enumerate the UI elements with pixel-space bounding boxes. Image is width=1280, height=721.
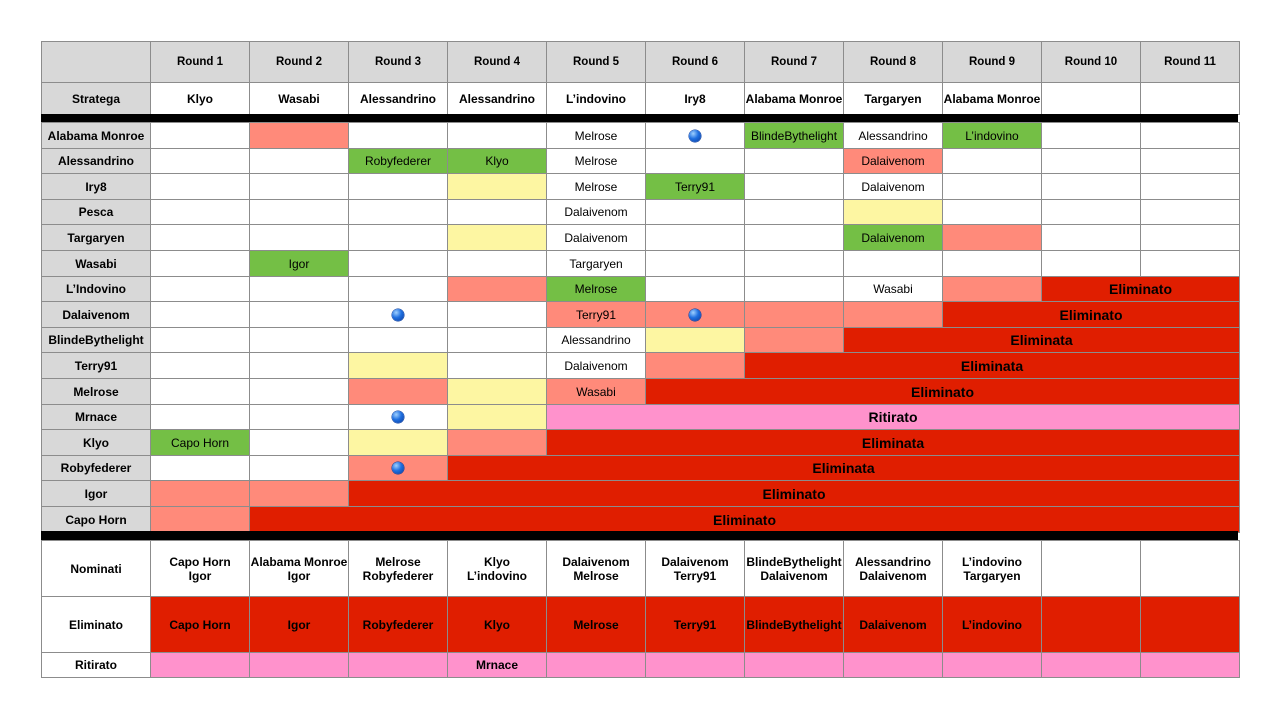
player-round-cell [447, 224, 547, 251]
player-round-cell [150, 404, 250, 430]
player-round-cell: Igor [249, 250, 349, 277]
player-round-cell [1041, 148, 1141, 174]
player-round-cell [447, 352, 547, 379]
player-round-cell [150, 173, 250, 200]
player-round-cell: Melrose [546, 148, 646, 174]
round-header: Round 8 [843, 41, 943, 83]
ritirato-cell [843, 652, 943, 678]
eliminato-cell [1140, 596, 1240, 653]
player-round-cell [249, 199, 349, 225]
player-name: L’Indovino [41, 276, 151, 302]
player-round-cell: Dalaivenom [843, 224, 943, 251]
stratega-cell: Klyo [150, 82, 250, 115]
player-round-cell [645, 199, 745, 225]
nominati-cell: Melrose Robyfederer [348, 540, 448, 597]
status-banner: Eliminato [348, 480, 1240, 507]
player-round-cell: BlindeBythelight [744, 122, 844, 149]
stratega-cell: Iry8 [645, 82, 745, 115]
player-name: Igor [41, 480, 151, 507]
stratega-cell: Alabama Monroe [744, 82, 844, 115]
player-round-cell [942, 250, 1042, 277]
player-round-cell: Terry91 [546, 301, 646, 328]
player-round-cell [843, 301, 943, 328]
player-round-cell [447, 173, 547, 200]
player-round-cell [645, 250, 745, 277]
player-name: Targaryen [41, 224, 151, 251]
player-round-cell [744, 250, 844, 277]
player-round-cell [150, 506, 250, 533]
nominati-cell: L’indovino Targaryen [942, 540, 1042, 597]
player-round-cell [348, 352, 448, 379]
player-round-cell [249, 352, 349, 379]
player-round-cell [447, 199, 547, 225]
player-round-cell: Wasabi [843, 276, 943, 302]
player-round-cell [1140, 250, 1240, 277]
player-round-cell [1140, 122, 1240, 149]
player-round-cell: Robyfederer [348, 148, 448, 174]
player-round-cell: Dalaivenom [546, 224, 646, 251]
round-header: Round 2 [249, 41, 349, 83]
player-name: Alabama Monroe [41, 122, 151, 149]
player-round-cell [348, 199, 448, 225]
player-round-cell [348, 276, 448, 302]
player-round-cell [249, 327, 349, 353]
stratega-cell: L’indovino [546, 82, 646, 115]
player-round-cell: Capo Horn [150, 429, 250, 456]
player-round-cell [249, 301, 349, 328]
player-round-cell [645, 148, 745, 174]
status-banner: Eliminata [843, 327, 1240, 353]
player-round-cell [1140, 148, 1240, 174]
player-round-cell [348, 173, 448, 200]
corner-cell [41, 41, 151, 83]
player-round-cell [150, 378, 250, 405]
stratega-cell: Wasabi [249, 82, 349, 115]
player-round-cell [249, 276, 349, 302]
ritirato-cell [744, 652, 844, 678]
stratega-cell: Alessandrino [348, 82, 448, 115]
player-round-cell [249, 378, 349, 405]
round-header: Round 1 [150, 41, 250, 83]
ritirato-cell [942, 652, 1042, 678]
player-round-cell [249, 173, 349, 200]
nominee-dot-icon [689, 309, 701, 321]
ritirato-cell [546, 652, 646, 678]
player-round-cell [348, 122, 448, 149]
player-round-cell [447, 301, 547, 328]
player-round-cell [942, 276, 1042, 302]
status-banner: Eliminato [942, 301, 1240, 328]
ritirato-cell: Mrnace [447, 652, 547, 678]
ritirato-cell [150, 652, 250, 678]
eliminato-cell: BlindeBythelight [744, 596, 844, 653]
stratega-cell [1140, 82, 1240, 115]
player-round-cell [249, 404, 349, 430]
player-round-cell [348, 301, 448, 328]
nominati-label: Nominati [41, 540, 151, 597]
nominati-cell: Dalaivenom Terry91 [645, 540, 745, 597]
player-round-cell [447, 250, 547, 277]
nominati-cell: BlindeBythelight Dalaivenom [744, 540, 844, 597]
player-name: Capo Horn [41, 506, 151, 533]
eliminato-cell: Igor [249, 596, 349, 653]
player-round-cell [942, 173, 1042, 200]
player-round-cell [843, 250, 943, 277]
round-header: Round 7 [744, 41, 844, 83]
player-round-cell [744, 173, 844, 200]
player-round-cell [348, 429, 448, 456]
eliminato-label: Eliminato [41, 596, 151, 653]
player-name: Alessandrino [41, 148, 151, 174]
nominati-cell: Alessandrino Dalaivenom [843, 540, 943, 597]
player-round-cell [645, 276, 745, 302]
player-name: Iry8 [41, 173, 151, 200]
player-round-cell: Dalaivenom [546, 199, 646, 225]
player-round-cell [645, 352, 745, 379]
player-round-cell [150, 122, 250, 149]
eliminato-cell: Melrose [546, 596, 646, 653]
player-round-cell [447, 276, 547, 302]
player-round-cell [1041, 173, 1141, 200]
player-round-cell [744, 327, 844, 353]
ritirato-cell [348, 652, 448, 678]
player-round-cell [348, 404, 448, 430]
player-round-cell: Dalaivenom [843, 148, 943, 174]
player-name: Pesca [41, 199, 151, 225]
eliminato-cell: L’indovino [942, 596, 1042, 653]
nominati-cell: Alabama Monroe Igor [249, 540, 349, 597]
nominati-cell [1041, 540, 1141, 597]
player-round-cell [645, 301, 745, 328]
nominati-cell [1140, 540, 1240, 597]
round-header: Round 6 [645, 41, 745, 83]
round-header: Round 10 [1041, 41, 1141, 83]
player-round-cell: Alessandrino [546, 327, 646, 353]
player-round-cell [150, 276, 250, 302]
player-round-cell [1140, 173, 1240, 200]
ritirato-cell [249, 652, 349, 678]
player-round-cell [1041, 122, 1141, 149]
ritirato-cell [645, 652, 745, 678]
player-round-cell [645, 122, 745, 149]
player-round-cell: L’indovino [942, 122, 1042, 149]
player-round-cell [249, 122, 349, 149]
player-round-cell [744, 276, 844, 302]
player-round-cell: Klyo [447, 148, 547, 174]
player-round-cell [150, 148, 250, 174]
player-round-cell [744, 301, 844, 328]
player-round-cell: Dalaivenom [546, 352, 646, 379]
player-round-cell [447, 429, 547, 456]
game-table [41, 41, 1238, 678]
player-round-cell [1140, 199, 1240, 225]
player-round-cell [249, 429, 349, 456]
player-round-cell [1140, 224, 1240, 251]
player-name: Terry91 [41, 352, 151, 379]
player-round-cell: Targaryen [546, 250, 646, 277]
player-round-cell [744, 224, 844, 251]
nominee-dot-icon [392, 309, 404, 321]
player-round-cell: Alessandrino [843, 122, 943, 149]
round-header: Round 3 [348, 41, 448, 83]
player-round-cell [645, 327, 745, 353]
eliminato-cell: Terry91 [645, 596, 745, 653]
player-round-cell [447, 404, 547, 430]
nominati-cell: Klyo L’indovino [447, 540, 547, 597]
nominati-cell: Capo Horn Igor [150, 540, 250, 597]
ritirato-label: Ritirato [41, 652, 151, 678]
player-round-cell [447, 378, 547, 405]
round-header: Round 11 [1140, 41, 1240, 83]
stratega-label: Stratega [41, 82, 151, 115]
status-banner: Eliminata [744, 352, 1240, 379]
stratega-cell: Alabama Monroe [942, 82, 1042, 115]
round-header: Round 5 [546, 41, 646, 83]
player-round-cell [150, 327, 250, 353]
player-name: Klyo [41, 429, 151, 456]
player-round-cell [942, 224, 1042, 251]
player-round-cell: Terry91 [645, 173, 745, 200]
player-round-cell: Melrose [546, 276, 646, 302]
player-round-cell [249, 148, 349, 174]
nominati-cell: Dalaivenom Melrose [546, 540, 646, 597]
eliminato-cell [1041, 596, 1141, 653]
player-round-cell [348, 455, 448, 481]
status-banner: Eliminata [447, 455, 1240, 481]
stratega-cell: Targaryen [843, 82, 943, 115]
status-banner: Eliminata [546, 429, 1240, 456]
stratega-cell: Alessandrino [447, 82, 547, 115]
player-round-cell [645, 224, 745, 251]
player-round-cell [348, 327, 448, 353]
player-round-cell [150, 301, 250, 328]
player-round-cell: Dalaivenom [843, 173, 943, 200]
ritirato-cell [1140, 652, 1240, 678]
eliminato-cell: Dalaivenom [843, 596, 943, 653]
player-round-cell: Melrose [546, 173, 646, 200]
player-round-cell [150, 199, 250, 225]
player-round-cell [150, 250, 250, 277]
status-banner: Eliminato [249, 506, 1240, 533]
player-round-cell [150, 224, 250, 251]
player-round-cell [942, 148, 1042, 174]
player-round-cell [150, 352, 250, 379]
player-round-cell [249, 480, 349, 507]
player-round-cell [249, 224, 349, 251]
nominee-dot-icon [392, 462, 404, 474]
ritirato-cell [1041, 652, 1141, 678]
eliminato-cell: Klyo [447, 596, 547, 653]
stratega-cell [1041, 82, 1141, 115]
player-round-cell [1041, 250, 1141, 277]
player-round-cell [150, 480, 250, 507]
eliminato-cell: Robyfederer [348, 596, 448, 653]
player-round-cell [942, 199, 1042, 225]
player-round-cell [1041, 224, 1141, 251]
status-banner: Ritirato [546, 404, 1240, 430]
player-round-cell: Melrose [546, 122, 646, 149]
status-banner: Eliminato [645, 378, 1240, 405]
player-round-cell [1041, 199, 1141, 225]
player-round-cell [843, 199, 943, 225]
player-name: Wasabi [41, 250, 151, 277]
player-round-cell [348, 250, 448, 277]
player-name: BlindeBythelight [41, 327, 151, 353]
player-name: Robyfederer [41, 455, 151, 481]
eliminato-cell: Capo Horn [150, 596, 250, 653]
player-round-cell [348, 224, 448, 251]
player-round-cell [150, 455, 250, 481]
status-banner: Eliminato [1041, 276, 1240, 302]
player-round-cell [348, 378, 448, 405]
round-header: Round 9 [942, 41, 1042, 83]
player-round-cell [447, 327, 547, 353]
player-round-cell [249, 455, 349, 481]
player-round-cell: Wasabi [546, 378, 646, 405]
player-round-cell [744, 199, 844, 225]
player-round-cell [744, 148, 844, 174]
round-header: Round 4 [447, 41, 547, 83]
player-name: Mrnace [41, 404, 151, 430]
player-round-cell [447, 122, 547, 149]
nominee-dot-icon [392, 411, 404, 423]
player-name: Melrose [41, 378, 151, 405]
player-name: Dalaivenom [41, 301, 151, 328]
nominee-dot-icon [689, 130, 701, 142]
